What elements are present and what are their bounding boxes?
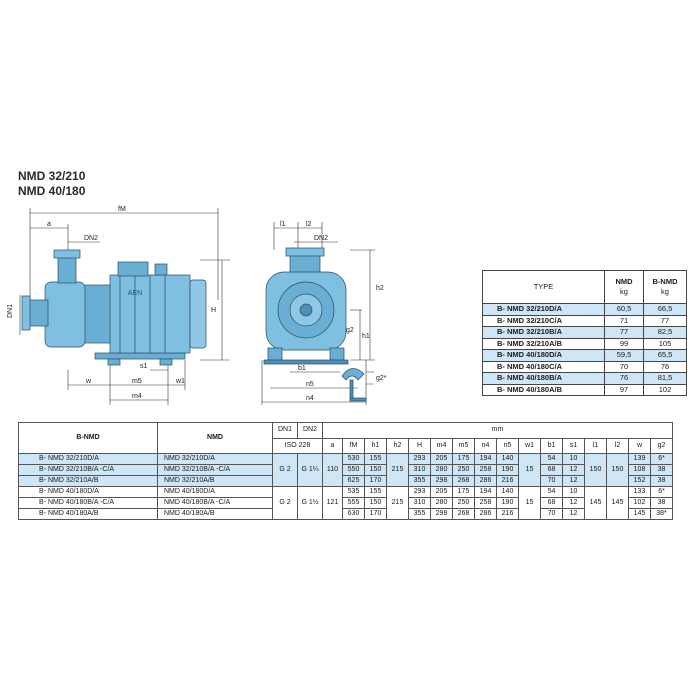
dim-row xyxy=(19,465,673,476)
dim-cell-h1: 150 xyxy=(365,465,387,476)
dim-cell-nmd: NMD 32/210D/A xyxy=(158,454,273,465)
label-n5: n5 xyxy=(306,381,314,388)
dim-cell-fm: 530 xyxy=(343,454,365,465)
dim-head-dn2: DN2 xyxy=(298,423,323,439)
dim-cell-h1: 150 xyxy=(365,498,387,509)
dim-col-h: H xyxy=(409,438,431,454)
dim-cell-w: 102 xyxy=(629,498,651,509)
dim-cell-fm: 630 xyxy=(343,509,365,520)
weight-row xyxy=(483,315,687,327)
weight-cell-bnmd: 82,5 xyxy=(644,327,687,339)
dim-cell-m4: 280 xyxy=(431,498,453,509)
dim-head-mm: mm xyxy=(323,423,673,439)
dim-cell-bnmd: B- NMD 40/180B/A -C/A xyxy=(19,498,158,509)
dim-cell-n4: 194 xyxy=(475,487,497,498)
dim-cell-m5: 268 xyxy=(453,476,475,487)
weight-row xyxy=(483,327,687,339)
dim-row xyxy=(19,454,673,465)
dim-cell-s1: 12 xyxy=(563,498,585,509)
dim-col-n5: n5 xyxy=(497,438,519,454)
weight-cell-type: B- NMD 40/180C/A xyxy=(483,361,605,373)
dim-cell-m4: 298 xyxy=(431,476,453,487)
dim-cell-bnmd: B- NMD 32/210D/A xyxy=(19,454,158,465)
dim-cell-s1: 12 xyxy=(563,509,585,520)
dim-cell-dn1: G 2 xyxy=(273,454,298,487)
weight-row xyxy=(483,361,687,373)
weight-col-nmd: NMD kg xyxy=(605,271,644,304)
motor-plate: AEN xyxy=(127,290,143,297)
dim-col-h1: h1 xyxy=(365,438,387,454)
dim-cell-m5: 250 xyxy=(453,465,475,476)
weight-cell-type: B- NMD 32/210C/A xyxy=(483,315,605,327)
dim-cell-n5: 140 xyxy=(497,487,519,498)
label-l1: l1 xyxy=(280,221,286,228)
title-line-2: NMD 40/180 xyxy=(18,184,86,198)
dim-cell-m5: 268 xyxy=(453,509,475,520)
label-dn2-front: DN2 xyxy=(314,235,329,242)
dim-cell-h2: 215 xyxy=(387,487,409,520)
dim-cell-n4: 258 xyxy=(475,465,497,476)
weight-cell-bnmd: 105 xyxy=(644,338,687,350)
dim-cell-b1: 68 xyxy=(541,498,563,509)
dim-cell-fm: 535 xyxy=(343,487,365,498)
dim-cell-m4: 205 xyxy=(431,487,453,498)
dim-col-fm: fM xyxy=(343,438,365,454)
dim-cell-h: 310 xyxy=(409,465,431,476)
dim-cell-n4: 194 xyxy=(475,454,497,465)
dim-cell-fm: 625 xyxy=(343,476,365,487)
dim-cell-m5: 175 xyxy=(453,487,475,498)
weight-cell-bnmd: 76 xyxy=(644,361,687,373)
dim-cell-s1: 10 xyxy=(563,454,585,465)
dim-cell-b1: 70 xyxy=(541,476,563,487)
dim-cell-dn2: G 1½ xyxy=(298,487,323,520)
dim-cell-m5: 250 xyxy=(453,498,475,509)
weight-col-bnmd: B-NMD kg xyxy=(644,271,687,304)
dim-col-w: w xyxy=(629,438,651,454)
dim-cell-m5: 175 xyxy=(453,454,475,465)
weight-cell-nmd: 71 xyxy=(605,315,644,327)
dim-col-n4: n4 xyxy=(475,438,497,454)
dim-cell-bnmd: B- NMD 32/210B/A -C/A xyxy=(19,465,158,476)
dim-cell-nmd: NMD 40/180D/A xyxy=(158,487,273,498)
dim-cell-h: 355 xyxy=(409,476,431,487)
weight-cell-bnmd: 65,5 xyxy=(644,350,687,362)
dim-cell-h: 355 xyxy=(409,509,431,520)
label-n4: n4 xyxy=(306,395,314,402)
dim-cell-h1: 155 xyxy=(365,487,387,498)
dim-cell-s1: 12 xyxy=(563,465,585,476)
weight-row xyxy=(483,338,687,350)
dim-cell-h1: 170 xyxy=(365,476,387,487)
dim-cell-nmd: NMD 32/210B/A -C/A xyxy=(158,465,273,476)
dim-cell-w: 108 xyxy=(629,465,651,476)
weight-cell-nmd: 59,5 xyxy=(605,350,644,362)
dim-cell-a: 110 xyxy=(323,454,343,487)
label-l2: l2 xyxy=(306,221,312,228)
label-h1: h1 xyxy=(362,333,370,340)
label-w: w xyxy=(86,378,92,385)
dim-cell-h1: 155 xyxy=(365,454,387,465)
dim-cell-l2: 145 xyxy=(607,487,629,520)
weight-cell-type: B- NMD 40/180D/A xyxy=(483,350,605,362)
label-g2: g2 xyxy=(346,327,354,334)
dimension-table xyxy=(18,422,673,520)
dim-cell-nmd: NMD 40/180B/A -C/A xyxy=(158,498,273,509)
dim-cell-m4: 205 xyxy=(431,454,453,465)
weight-cell-bnmd: 81,5 xyxy=(644,373,687,385)
dim-cell-bnmd: B- NMD 40/180D/A xyxy=(19,487,158,498)
dim-col-l1: l1 xyxy=(585,438,607,454)
weight-row xyxy=(483,384,687,396)
weight-col-type: TYPE xyxy=(483,271,605,304)
dim-cell-w: 152 xyxy=(629,476,651,487)
dim-cell-n4: 286 xyxy=(475,476,497,487)
dim-cell-bnmd: B- NMD 40/180A/B xyxy=(19,509,158,520)
dim-cell-bnmd: B- NMD 32/210A/B xyxy=(19,476,158,487)
dim-row xyxy=(19,509,673,520)
weight-cell-type: B- NMD 32/210D/A xyxy=(483,304,605,316)
dim-col-s1: s1 xyxy=(563,438,585,454)
dim-cell-n5: 216 xyxy=(497,509,519,520)
dim-col-w1: w1 xyxy=(519,438,541,454)
dim-cell-h2: 215 xyxy=(387,454,409,487)
dim-cell-n4: 286 xyxy=(475,509,497,520)
label-m4: m4 xyxy=(132,393,142,400)
dim-cell-l1: 145 xyxy=(585,487,607,520)
weight-row xyxy=(483,350,687,362)
weight-row xyxy=(483,304,687,316)
dim-cell-dn2: G 1¼ xyxy=(298,454,323,487)
weight-table xyxy=(482,270,687,396)
dim-cell-s1: 10 xyxy=(563,487,585,498)
weight-cell-nmd: 97 xyxy=(605,384,644,396)
dim-cell-h1: 170 xyxy=(365,509,387,520)
weight-cell-type: B- NMD 40/180A/B xyxy=(483,384,605,396)
label-g2-star: g2* xyxy=(376,375,387,382)
dim-col-l2: l2 xyxy=(607,438,629,454)
weight-cell-nmd: 60,5 xyxy=(605,304,644,316)
dim-cell-l1: 150 xyxy=(585,454,607,487)
label-a: a xyxy=(47,221,51,228)
dim-cell-l2: 150 xyxy=(607,454,629,487)
dim-cell-h: 310 xyxy=(409,498,431,509)
dim-head-dn1: DN1 xyxy=(273,423,298,439)
dim-cell-b1: 54 xyxy=(541,454,563,465)
dim-cell-nmd: NMD 32/210A/B xyxy=(158,476,273,487)
dim-cell-b1: 70 xyxy=(541,509,563,520)
label-h2: h2 xyxy=(376,285,384,292)
weight-cell-type: B- NMD 40/180B/A xyxy=(483,373,605,385)
dim-cell-h: 293 xyxy=(409,487,431,498)
dim-col-a: a xyxy=(323,438,343,454)
weight-row xyxy=(483,373,687,385)
dim-cell-fm: 550 xyxy=(343,465,365,476)
label-w1: w1 xyxy=(176,378,185,385)
dim-col-m4: m4 xyxy=(431,438,453,454)
dim-head-nmd: NMD xyxy=(158,423,273,454)
label-h: H xyxy=(211,307,217,314)
dim-row xyxy=(19,476,673,487)
dim-cell-h: 293 xyxy=(409,454,431,465)
label-s1: s1 xyxy=(140,363,148,370)
label-fm: fM xyxy=(118,206,126,213)
dim-cell-n5: 140 xyxy=(497,454,519,465)
dim-cell-s1: 12 xyxy=(563,476,585,487)
dim-cell-g2: 38 xyxy=(651,476,673,487)
dim-cell-b1: 68 xyxy=(541,465,563,476)
dim-cell-g2: 6* xyxy=(651,454,673,465)
weight-cell-type: B- NMD 32/210A/B xyxy=(483,338,605,350)
dim-cell-g2: 38 xyxy=(651,465,673,476)
dim-row xyxy=(19,498,673,509)
dim-cell-m4: 298 xyxy=(431,509,453,520)
dim-head-bnmd: B-NMD xyxy=(19,423,158,454)
label-m5: m5 xyxy=(132,378,142,385)
weight-cell-nmd: 70 xyxy=(605,361,644,373)
dim-cell-n4: 258 xyxy=(475,498,497,509)
weight-cell-type: B- NMD 32/210B/A xyxy=(483,327,605,339)
dim-cell-a: 121 xyxy=(323,487,343,520)
dim-cell-dn1: G 2 xyxy=(273,487,298,520)
dim-cell-g2: 6* xyxy=(651,487,673,498)
dim-cell-w1: 15 xyxy=(519,487,541,520)
dim-cell-m4: 280 xyxy=(431,465,453,476)
dim-cell-b1: 54 xyxy=(541,487,563,498)
dim-col-h2: h2 xyxy=(387,438,409,454)
dim-cell-n5: 216 xyxy=(497,476,519,487)
dim-cell-w1: 15 xyxy=(519,454,541,487)
weight-cell-bnmd: 77 xyxy=(644,315,687,327)
dim-cell-w: 145 xyxy=(629,509,651,520)
dim-cell-n5: 190 xyxy=(497,465,519,476)
title-line-1: NMD 32/210 xyxy=(18,169,86,183)
dim-col-b1: b1 xyxy=(541,438,563,454)
label-dn1: DN1 xyxy=(7,303,14,318)
foot-detail xyxy=(338,362,398,407)
dim-col-m5: m5 xyxy=(453,438,475,454)
weight-cell-nmd: 76 xyxy=(605,373,644,385)
dim-cell-g2: 38* xyxy=(651,509,673,520)
weight-cell-nmd: 77 xyxy=(605,327,644,339)
dim-row xyxy=(19,487,673,498)
label-b1: b1 xyxy=(298,365,306,372)
dim-cell-fm: 555 xyxy=(343,498,365,509)
weight-cell-nmd: 99 xyxy=(605,338,644,350)
dim-cell-n5: 190 xyxy=(497,498,519,509)
dim-cell-w: 139 xyxy=(629,454,651,465)
dim-cell-w: 133 xyxy=(629,487,651,498)
dim-cell-nmd: NMD 40/180A/B xyxy=(158,509,273,520)
weight-cell-bnmd: 66,5 xyxy=(644,304,687,316)
dim-cell-g2: 38 xyxy=(651,498,673,509)
dim-head-iso: ISO 228 xyxy=(273,438,323,454)
dim-col-g2: g2 xyxy=(651,438,673,454)
pump-side-view xyxy=(0,200,250,410)
weight-cell-bnmd: 102 xyxy=(644,384,687,396)
label-dn2: DN2 xyxy=(84,235,99,242)
